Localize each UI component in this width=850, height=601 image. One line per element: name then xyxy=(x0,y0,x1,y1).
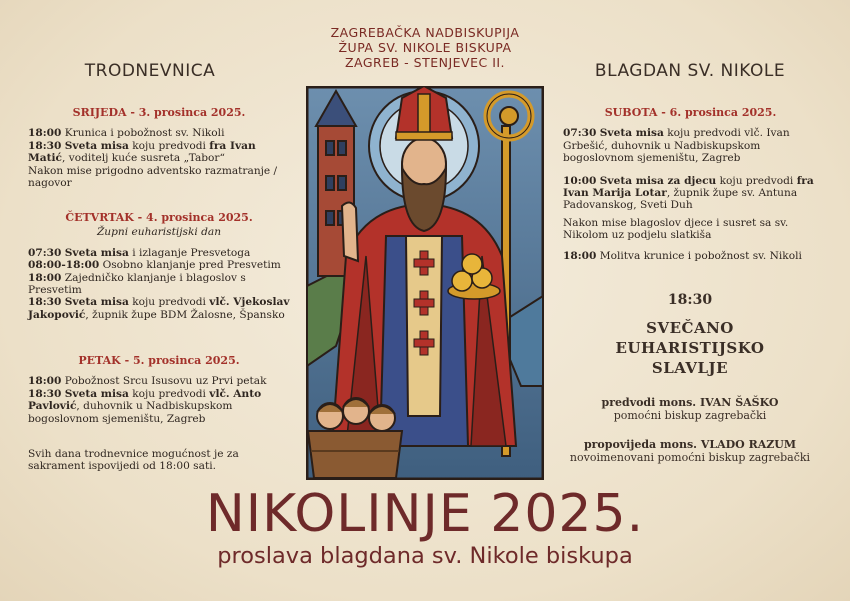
preacher-name: propovijeda mons. VLADO RAZUM xyxy=(583,438,797,451)
confession-note: Svih dana trodnevnice mogućnost je za sakrament ispovijedi od 18:00 sati. xyxy=(28,448,239,473)
subtitle: proslava blagdana sv. Nikole biskupa xyxy=(217,543,633,569)
saint-nicholas-icon xyxy=(306,86,544,480)
thursday-section xyxy=(28,212,290,326)
feast-title: BLAGDAN SV. NIKOLE xyxy=(594,61,786,81)
location-line: ZAGREB - STENJEVEC II. xyxy=(344,55,506,70)
triduum-title: TRODNEVNICA xyxy=(84,61,216,81)
parish-header xyxy=(300,25,550,70)
wednesday-section xyxy=(28,107,290,194)
saturday-section xyxy=(563,107,818,267)
main-celebration-time: 18:30 xyxy=(667,292,713,308)
schedule-item: 18:00 Krunica i pobožnost sv. Nikoli 18:30 Sveta misa koju predvodi fra Ivan Matić, voditelj kuće susreta „Tabor“ Nakon mise prigodno adventsko razmatranje / nagovor xyxy=(28,127,278,190)
day-subheading: Župni euharistijski dan xyxy=(96,226,222,239)
schedule-item: 07:30 Sveta misa koju predvodi vlč. Ivan Grbešić, duhovnik u Nadbiskupskom bogoslovnom sjemeništu, Zagreb xyxy=(563,127,790,165)
solemn-celebration-title: SVEČANO EUHARISTIJSKO SLAVLJE xyxy=(615,319,765,377)
main-title: NIKOLINJE 2025. xyxy=(205,484,645,544)
schedule-item: 10:00 Sveta misa za djecu koju predvodi fra Ivan Marija Lotar, župnik župe sv. Antuna Padovanskog, Sveti Duh xyxy=(563,174,814,212)
archdiocese-line: ZAGREBAČKA NADBISKUPIJA xyxy=(330,25,520,40)
day-heading: PETAK - 5. prosinca 2025. xyxy=(78,354,240,367)
schedule-item: 18:00 Molitva krunice i pobožnost sv. Nikoli xyxy=(563,249,802,262)
schedule-item: 18:00 Pobožnost Srcu Isusovu uz Prvi petak 18:30 Sveta misa koju predvodi vlč. Anto Pavlović, duhovnik u Nadbiskupskom bogoslovnom sjemeništu, Zagreb xyxy=(28,375,267,425)
day-heading: SRIJEDA - 3. prosinca 2025. xyxy=(72,106,246,119)
presider-role: pomoćni biskup zagrebački xyxy=(613,409,767,422)
parish-line: ŽUPA SV. NIKOLE BISKUPA xyxy=(338,40,512,55)
day-heading: ČETVRTAK - 4. prosinca 2025. xyxy=(65,211,253,224)
preacher-info xyxy=(565,438,815,464)
presider-name: predvodi mons. IVAN ŠAŠKO xyxy=(601,396,779,409)
barrel-with-children xyxy=(308,398,402,478)
preacher-role: novoimenovani pomoćni biskup zagrebački xyxy=(569,451,811,464)
friday-section xyxy=(28,355,290,430)
schedule-item: 07:30 Sveta misa i izlaganje Presvetoga 08:00-18:00 Osobno klanjanje pred Presvetim 18:00 Zajedničko klanjanje i blagoslov s Presvetim 18:30 Sveta misa koju predvodi vlč. Vjekoslav Jakopović, župnik župe BDM Žalosne, Špansko xyxy=(28,246,290,321)
schedule-item: Nakon mise blagoslov djece i susret sa sv. Nikolom uz podjelu slatkiša xyxy=(563,216,789,242)
presider-info xyxy=(565,396,815,422)
day-heading: SUBOTA - 6. prosinca 2025. xyxy=(604,106,777,119)
